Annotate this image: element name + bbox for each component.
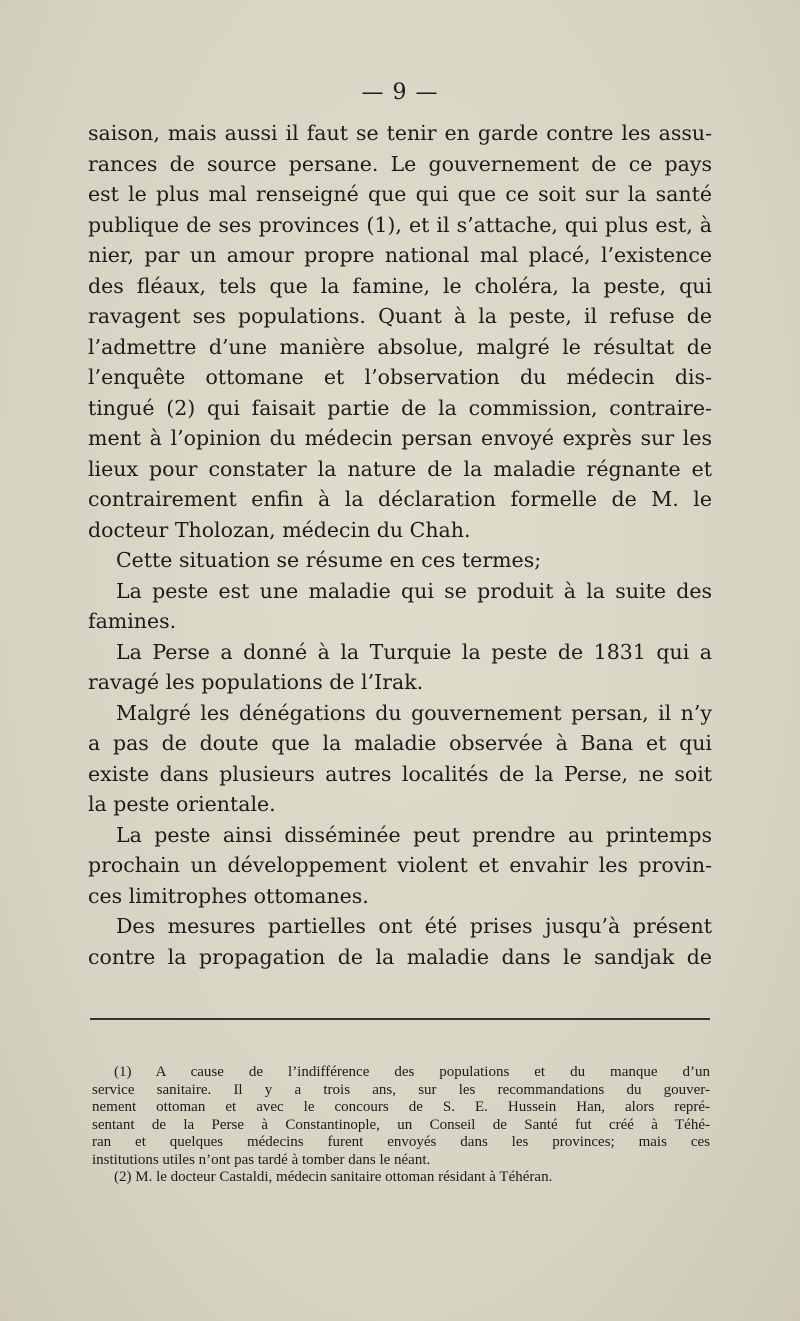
body-line: La Perse a donné à la Turquie la peste de 1831 qui a bbox=[116, 639, 712, 664]
body-line: existe dans plusieurs autres localités de la Perse, ne soit bbox=[88, 761, 712, 786]
body-line: la peste orientale. bbox=[88, 792, 276, 816]
footnotes bbox=[92, 1064, 710, 1187]
footnote-line: ran et quelques médecins furent envoyés dans les provinces; mais ces bbox=[92, 1134, 710, 1150]
body-line: nier, par un amour propre national mal placé, l’existence bbox=[88, 243, 712, 267]
body-line: saison, mais aussi il faut se tenir en garde contre les assu- bbox=[88, 121, 712, 145]
body-line: La peste ainsi disséminée peut prendre au printemps bbox=[116, 822, 712, 847]
footnote-line: sentant de la Perse à Constantinople, un Conseil de Santé fut créé à Téhé- bbox=[92, 1116, 710, 1133]
body-line: l’enquête ottomane et l’observation du médecin dis- bbox=[88, 365, 712, 389]
footnote-line: (2) M. le docteur Castaldi, médecin sanitaire ottoman résidant à Téhéran. bbox=[114, 1169, 553, 1185]
body-line: La peste est une maladie qui se produit à la suite des bbox=[116, 578, 712, 603]
body-line: ces limitrophes ottomanes. bbox=[88, 883, 369, 908]
body-line: des fléaux, tels que la famine, le choléra, la peste, qui bbox=[88, 273, 712, 298]
body-line: tingué (2) qui faisait partie de la commission, contraire- bbox=[88, 395, 712, 420]
body-line: Des mesures partielles ont été prises jusqu’à présent bbox=[116, 914, 712, 938]
body-line: publique de ses provinces (1), et il s’attache, qui plus est, à bbox=[88, 212, 712, 237]
body-line: Malgré les dénégations du gouvernement persan, il n’y bbox=[116, 700, 712, 725]
body-line: ravagent ses populations. Quant à la peste, il refuse de bbox=[88, 304, 712, 328]
body-line: prochain un développement violent et envahir les provin- bbox=[88, 853, 712, 877]
body-line: ment à l’opinion du médecin persan envoyé exprès sur les bbox=[88, 426, 712, 450]
footnote-line: nement ottoman et avec le concours de S. E. Hussein Han, alors repré- bbox=[92, 1099, 710, 1115]
body-line: lieux pour constater la nature de la maladie régnante et bbox=[88, 456, 712, 481]
body-line: rances de source persane. Le gouvernement de ce pays bbox=[88, 151, 712, 176]
page-number: — 9 — bbox=[361, 80, 439, 105]
body-line: ravagé les populations de l’Irak. bbox=[88, 670, 424, 694]
body-line: contrairement enfin à la déclaration formelle de M. le bbox=[88, 487, 712, 511]
footnote-line: (1) A cause de l’indifférence des populations et du manque d’un bbox=[114, 1064, 710, 1080]
body-line: Cette situation se résume en ces termes; bbox=[116, 548, 542, 572]
body-line: l’admettre d’une manière absolue, malgré le résultat de bbox=[88, 334, 712, 359]
body-line: est le plus mal renseigné que qui que ce soit sur la santé bbox=[88, 182, 712, 206]
body-line: contre la propagation de la maladie dans le sandjak de bbox=[88, 944, 712, 969]
body-text bbox=[88, 118, 712, 972]
body-line: famines. bbox=[88, 609, 177, 633]
footnote-divider bbox=[90, 1018, 710, 1020]
footnote-line: service sanitaire. Il y a trois ans, sur les recommandations du gouver- bbox=[92, 1081, 710, 1098]
body-line: a pas de doute que la maladie observée à Bana et qui bbox=[88, 731, 712, 755]
body-line: docteur Tholozan, médecin du Chah. bbox=[88, 517, 471, 542]
footnote-line: institutions utiles n’ont pas tardé à tomber dans le néant. bbox=[92, 1151, 431, 1168]
